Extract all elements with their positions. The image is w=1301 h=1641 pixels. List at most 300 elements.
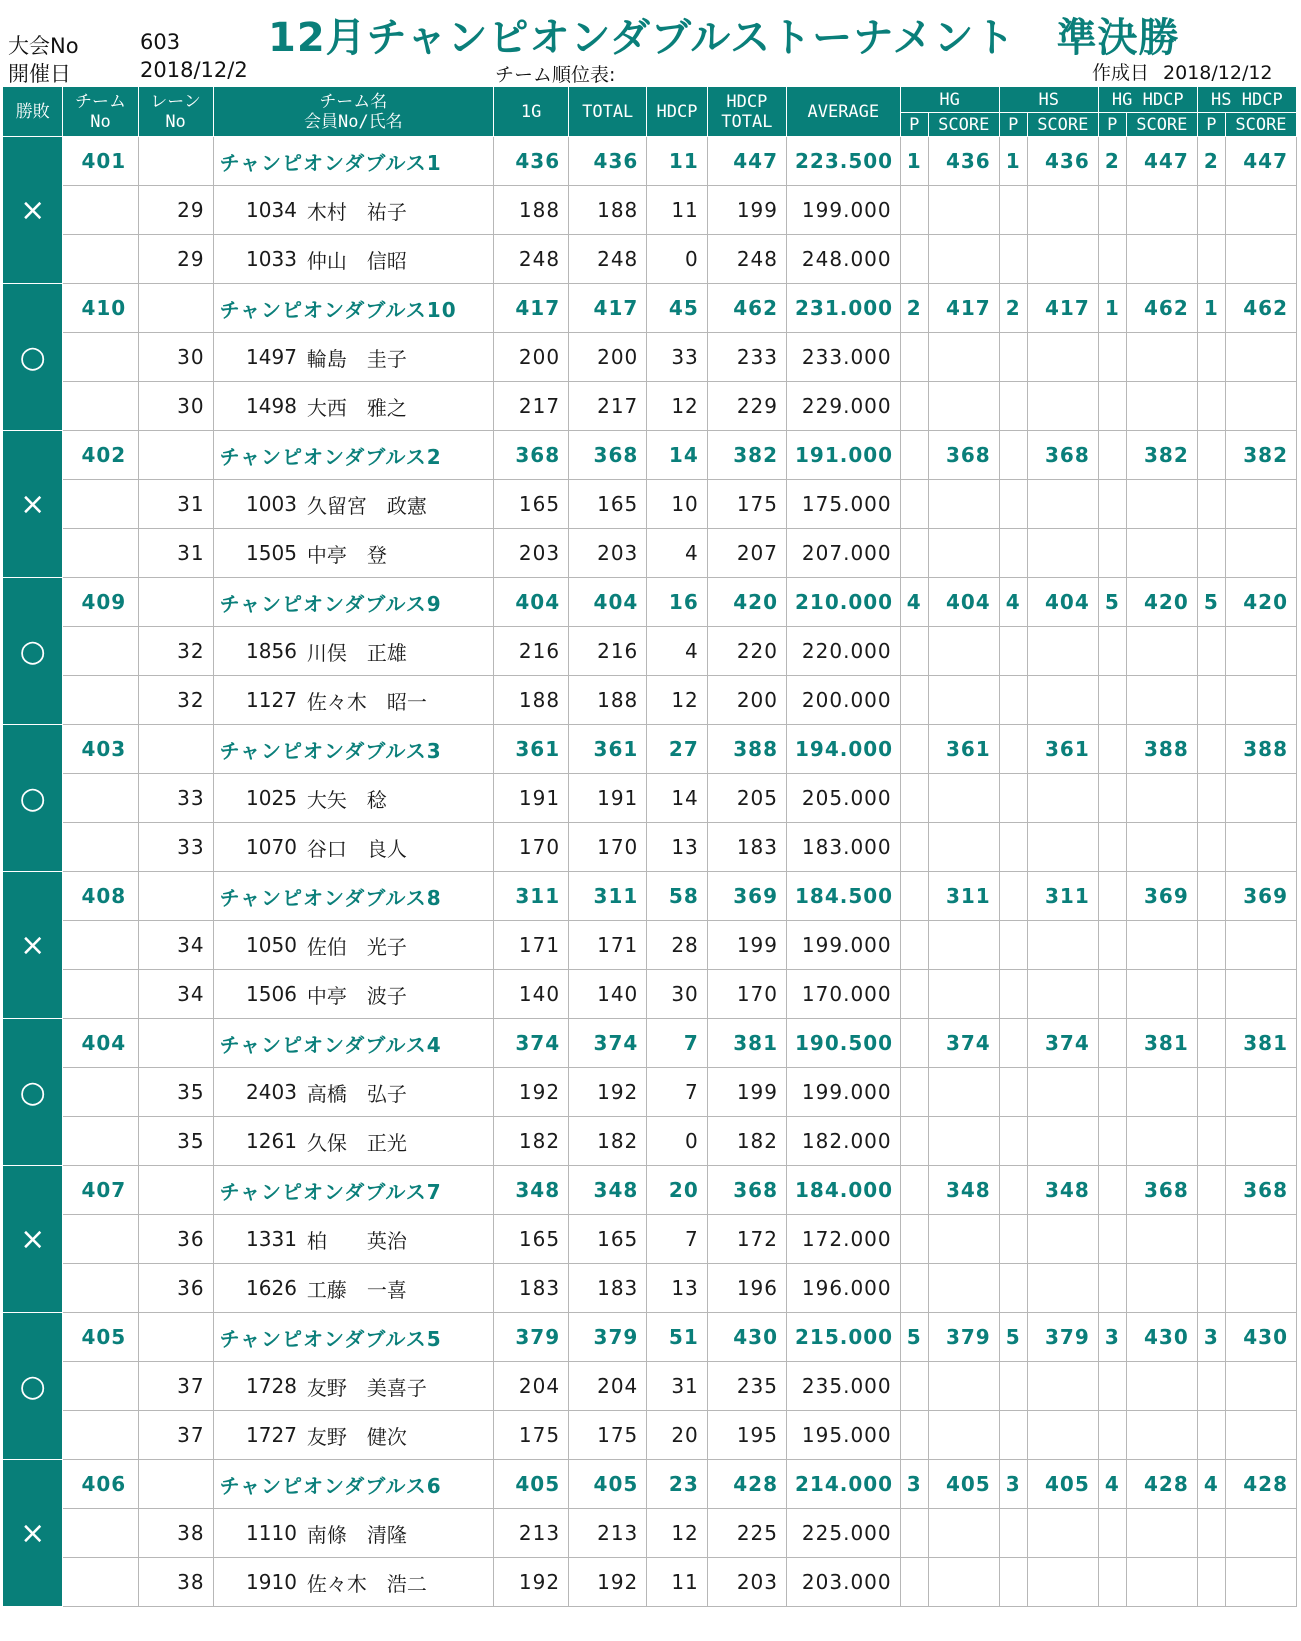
- member-1g: 171: [494, 921, 569, 970]
- empty-cell: [1197, 480, 1225, 529]
- team-no-empty: [63, 235, 138, 284]
- empty-cell: [999, 774, 1027, 823]
- hs-place: 5: [999, 1313, 1027, 1362]
- member-1g: 182: [494, 1117, 569, 1166]
- empty-cell: [1098, 480, 1126, 529]
- empty-cell: [999, 970, 1027, 1019]
- team-hdcp-total: 381: [707, 1019, 786, 1068]
- member-1g: 188: [494, 186, 569, 235]
- team-average: 184.000: [787, 1166, 901, 1215]
- lane-no: [138, 578, 213, 627]
- team-no: 408: [63, 872, 138, 921]
- empty-cell: [1126, 529, 1197, 578]
- member-no: 1728: [213, 1362, 307, 1411]
- hg-hdcp-score: 369: [1126, 872, 1197, 921]
- empty-cell: [1027, 627, 1098, 676]
- empty-cell: [1197, 333, 1225, 382]
- team-row: [3, 1166, 1297, 1215]
- member-name: 輪島 圭子: [307, 333, 494, 382]
- member-total: 170: [569, 823, 647, 872]
- result-mark: ○: [3, 1313, 63, 1460]
- empty-cell: [1098, 382, 1126, 431]
- hg-place: 3: [900, 1460, 928, 1509]
- col-hg-p: P: [900, 113, 928, 137]
- empty-cell: [1225, 333, 1296, 382]
- team-no-empty: [63, 333, 138, 382]
- col-hsh-score: SCORE: [1225, 113, 1296, 137]
- team-no-empty: [63, 970, 138, 1019]
- created-date-label: 作成日: [1092, 62, 1150, 84]
- col-hsh-p: P: [1197, 113, 1225, 137]
- hg-hdcp-place: [1098, 872, 1126, 921]
- empty-cell: [1027, 676, 1098, 725]
- member-hdcp: 7: [647, 1068, 707, 1117]
- empty-cell: [1197, 970, 1225, 1019]
- hs-score: 361: [1027, 725, 1098, 774]
- member-no: 1727: [213, 1411, 307, 1460]
- member-row: [3, 823, 1297, 872]
- empty-cell: [1027, 1411, 1098, 1460]
- member-name: 柏 英治: [307, 1215, 494, 1264]
- empty-cell: [1126, 627, 1197, 676]
- member-1g: 165: [494, 480, 569, 529]
- empty-cell: [1126, 1411, 1197, 1460]
- team-hdcp-total: 388: [707, 725, 786, 774]
- team-average: 190.500: [787, 1019, 901, 1068]
- hg-place: 5: [900, 1313, 928, 1362]
- member-row: [3, 1558, 1297, 1607]
- empty-cell: [1098, 235, 1126, 284]
- col-hgh-p: P: [1098, 113, 1126, 137]
- empty-cell: [999, 1215, 1027, 1264]
- member-hdcp-total: 225: [707, 1509, 786, 1558]
- hs-place: 3: [999, 1460, 1027, 1509]
- empty-cell: [1225, 1558, 1296, 1607]
- empty-cell: [900, 1068, 928, 1117]
- team-average: 184.500: [787, 872, 901, 921]
- team-total: 379: [569, 1313, 647, 1362]
- team-average: 223.500: [787, 137, 901, 186]
- hs-score: 404: [1027, 578, 1098, 627]
- empty-cell: [1098, 1215, 1126, 1264]
- col-lane-no: レーン No: [138, 87, 213, 137]
- empty-cell: [900, 1215, 928, 1264]
- member-no: 1261: [213, 1117, 307, 1166]
- member-name: 仲山 信昭: [307, 235, 494, 284]
- hs-hdcp-place: [1197, 431, 1225, 480]
- empty-cell: [1126, 186, 1197, 235]
- empty-cell: [1027, 1117, 1098, 1166]
- team-row: [3, 284, 1297, 333]
- empty-cell: [1098, 676, 1126, 725]
- member-average: 199.000: [787, 1068, 901, 1117]
- team-row: [3, 872, 1297, 921]
- member-hdcp: 14: [647, 774, 707, 823]
- empty-cell: [999, 1509, 1027, 1558]
- member-no: 1626: [213, 1264, 307, 1313]
- team-no-empty: [63, 529, 138, 578]
- empty-cell: [1126, 1068, 1197, 1117]
- hg-place: [900, 725, 928, 774]
- empty-cell: [1197, 627, 1225, 676]
- empty-cell: [1126, 1264, 1197, 1313]
- member-average: 248.000: [787, 235, 901, 284]
- empty-cell: [1027, 186, 1098, 235]
- empty-cell: [1098, 1362, 1126, 1411]
- empty-cell: [999, 1411, 1027, 1460]
- member-row: [3, 970, 1297, 1019]
- hg-hdcp-place: [1098, 1166, 1126, 1215]
- member-row: [3, 921, 1297, 970]
- member-name: 工藤 一喜: [307, 1264, 494, 1313]
- empty-cell: [1098, 1411, 1126, 1460]
- lane-no: [138, 284, 213, 333]
- member-name: 中亭 登: [307, 529, 494, 578]
- member-hdcp: 12: [647, 676, 707, 725]
- created-date-value: 2018/12/12: [1163, 62, 1273, 84]
- member-1g: 183: [494, 1264, 569, 1313]
- team-hdcp-total: 369: [707, 872, 786, 921]
- lane-no: [138, 1313, 213, 1362]
- hg-score: 436: [928, 137, 999, 186]
- member-hdcp-total: 229: [707, 382, 786, 431]
- result-mark: ×: [3, 137, 63, 284]
- member-total: 140: [569, 970, 647, 1019]
- member-1g: 203: [494, 529, 569, 578]
- member-row: [3, 480, 1297, 529]
- empty-cell: [928, 627, 999, 676]
- member-hdcp: 11: [647, 186, 707, 235]
- member-no: 1910: [213, 1558, 307, 1607]
- lane-no: 30: [138, 382, 213, 431]
- member-hdcp: 33: [647, 333, 707, 382]
- team-hdcp-total: 447: [707, 137, 786, 186]
- empty-cell: [1197, 1117, 1225, 1166]
- empty-cell: [900, 382, 928, 431]
- hs-hdcp-place: [1197, 1166, 1225, 1215]
- empty-cell: [900, 1264, 928, 1313]
- member-hdcp: 0: [647, 1117, 707, 1166]
- hg-place: [900, 431, 928, 480]
- member-hdcp-total: 199: [707, 186, 786, 235]
- member-no: 1127: [213, 676, 307, 725]
- empty-cell: [928, 529, 999, 578]
- table-body: [3, 137, 1297, 1607]
- empty-cell: [900, 921, 928, 970]
- empty-cell: [1197, 235, 1225, 284]
- empty-cell: [900, 1362, 928, 1411]
- hg-place: [900, 1166, 928, 1215]
- team-name: チャンピオンダブルス10: [213, 284, 493, 333]
- empty-cell: [928, 1215, 999, 1264]
- team-name: チャンピオンダブルス6: [213, 1460, 493, 1509]
- hs-hdcp-place: 2: [1197, 137, 1225, 186]
- empty-cell: [1098, 1264, 1126, 1313]
- member-1g: 200: [494, 333, 569, 382]
- empty-cell: [1027, 480, 1098, 529]
- result-mark: ○: [3, 578, 63, 725]
- hs-place: [999, 872, 1027, 921]
- member-average: 225.000: [787, 1509, 901, 1558]
- empty-cell: [928, 186, 999, 235]
- col-hs-hdcp: HS HDCP: [1197, 87, 1296, 113]
- member-hdcp: 0: [647, 235, 707, 284]
- empty-cell: [1225, 1068, 1296, 1117]
- empty-cell: [999, 382, 1027, 431]
- lane-no: 33: [138, 774, 213, 823]
- lane-no: 31: [138, 529, 213, 578]
- hs-hdcp-score: 420: [1225, 578, 1296, 627]
- hg-hdcp-score: 368: [1126, 1166, 1197, 1215]
- empty-cell: [928, 970, 999, 1019]
- empty-cell: [900, 1558, 928, 1607]
- team-row: [3, 1019, 1297, 1068]
- empty-cell: [999, 1264, 1027, 1313]
- lane-no: [138, 137, 213, 186]
- empty-cell: [928, 676, 999, 725]
- empty-cell: [1197, 186, 1225, 235]
- hg-score: 404: [928, 578, 999, 627]
- hs-hdcp-place: 4: [1197, 1460, 1225, 1509]
- team-no: 410: [63, 284, 138, 333]
- event-date-value: 2018/12/2: [140, 58, 248, 82]
- team-row: [3, 137, 1297, 186]
- empty-cell: [1027, 1558, 1098, 1607]
- empty-cell: [1197, 1264, 1225, 1313]
- member-row: [3, 1509, 1297, 1558]
- hg-score: 417: [928, 284, 999, 333]
- result-mark: ○: [3, 1019, 63, 1166]
- empty-cell: [928, 333, 999, 382]
- page-title: 12月チャンピオンダブルストーナメント 準決勝: [268, 15, 1180, 61]
- empty-cell: [1197, 1362, 1225, 1411]
- member-no: 1498: [213, 382, 307, 431]
- lane-no: 34: [138, 970, 213, 1019]
- empty-cell: [1027, 823, 1098, 872]
- hs-hdcp-score: 382: [1225, 431, 1296, 480]
- empty-cell: [1225, 970, 1296, 1019]
- member-average: 182.000: [787, 1117, 901, 1166]
- team-1g: 417: [494, 284, 569, 333]
- empty-cell: [900, 333, 928, 382]
- hs-score: 374: [1027, 1019, 1098, 1068]
- member-1g: 192: [494, 1558, 569, 1607]
- hs-hdcp-place: 1: [1197, 284, 1225, 333]
- member-name: 佐々木 昭一: [307, 676, 494, 725]
- team-name: チャンピオンダブルス5: [213, 1313, 493, 1362]
- empty-cell: [900, 970, 928, 1019]
- member-total: 165: [569, 1215, 647, 1264]
- member-row: [3, 333, 1297, 382]
- empty-cell: [1225, 774, 1296, 823]
- hg-hdcp-score: 462: [1126, 284, 1197, 333]
- team-1g: 361: [494, 725, 569, 774]
- lane-no: 38: [138, 1558, 213, 1607]
- empty-cell: [999, 676, 1027, 725]
- member-no: 1003: [213, 480, 307, 529]
- hs-score: 405: [1027, 1460, 1098, 1509]
- col-hs: HS: [999, 87, 1098, 113]
- team-no-empty: [63, 1411, 138, 1460]
- empty-cell: [999, 1362, 1027, 1411]
- team-no: 402: [63, 431, 138, 480]
- team-no-empty: [63, 823, 138, 872]
- empty-cell: [1197, 1215, 1225, 1264]
- team-average: 191.000: [787, 431, 901, 480]
- empty-cell: [928, 1558, 999, 1607]
- col-average: AVERAGE: [787, 87, 901, 137]
- member-hdcp: 4: [647, 529, 707, 578]
- member-total: 191: [569, 774, 647, 823]
- team-name: チャンピオンダブルス7: [213, 1166, 493, 1215]
- lane-no: 32: [138, 627, 213, 676]
- member-hdcp: 4: [647, 627, 707, 676]
- hs-hdcp-score: 447: [1225, 137, 1296, 186]
- empty-cell: [1197, 774, 1225, 823]
- lane-no: [138, 431, 213, 480]
- team-1g: 405: [494, 1460, 569, 1509]
- hg-hdcp-place: [1098, 725, 1126, 774]
- empty-cell: [1027, 1264, 1098, 1313]
- member-1g: 192: [494, 1068, 569, 1117]
- hg-hdcp-place: 4: [1098, 1460, 1126, 1509]
- empty-cell: [900, 235, 928, 284]
- lane-no: 35: [138, 1117, 213, 1166]
- member-hdcp-total: 196: [707, 1264, 786, 1313]
- member-total: 192: [569, 1068, 647, 1117]
- empty-cell: [1225, 480, 1296, 529]
- empty-cell: [999, 235, 1027, 284]
- member-total: 192: [569, 1558, 647, 1607]
- empty-cell: [1197, 1509, 1225, 1558]
- team-no: 405: [63, 1313, 138, 1362]
- member-1g: 213: [494, 1509, 569, 1558]
- hg-hdcp-place: 1: [1098, 284, 1126, 333]
- hs-place: [999, 431, 1027, 480]
- member-name: 川俣 正雄: [307, 627, 494, 676]
- team-no-empty: [63, 1509, 138, 1558]
- member-hdcp-total: 235: [707, 1362, 786, 1411]
- empty-cell: [900, 676, 928, 725]
- col-hdcp-total: HDCP TOTAL: [707, 87, 786, 137]
- team-name: チャンピオンダブルス9: [213, 578, 493, 627]
- hs-score: 417: [1027, 284, 1098, 333]
- member-no: 1110: [213, 1509, 307, 1558]
- empty-cell: [1098, 921, 1126, 970]
- hs-hdcp-score: 381: [1225, 1019, 1296, 1068]
- team-row: [3, 431, 1297, 480]
- team-no: 406: [63, 1460, 138, 1509]
- team-name: チャンピオンダブルス2: [213, 431, 493, 480]
- member-1g: 140: [494, 970, 569, 1019]
- member-hdcp-total: 233: [707, 333, 786, 382]
- empty-cell: [928, 1411, 999, 1460]
- tournament-no-label: 大会No: [8, 34, 79, 58]
- team-hdcp: 11: [647, 137, 707, 186]
- result-mark: ○: [3, 284, 63, 431]
- empty-cell: [1225, 186, 1296, 235]
- empty-cell: [1027, 1068, 1098, 1117]
- empty-cell: [1225, 921, 1296, 970]
- team-no-empty: [63, 627, 138, 676]
- member-hdcp: 30: [647, 970, 707, 1019]
- member-average: 199.000: [787, 921, 901, 970]
- team-total: 311: [569, 872, 647, 921]
- empty-cell: [1225, 627, 1296, 676]
- member-row: [3, 1362, 1297, 1411]
- empty-cell: [1197, 823, 1225, 872]
- empty-cell: [1225, 382, 1296, 431]
- empty-cell: [1027, 1509, 1098, 1558]
- team-name: チャンピオンダブルス8: [213, 872, 493, 921]
- team-1g: 311: [494, 872, 569, 921]
- member-average: 196.000: [787, 1264, 901, 1313]
- member-no: 1497: [213, 333, 307, 382]
- team-1g: 374: [494, 1019, 569, 1068]
- member-name: 友野 美喜子: [307, 1362, 494, 1411]
- hs-hdcp-score: 368: [1225, 1166, 1296, 1215]
- empty-cell: [1027, 382, 1098, 431]
- hg-score: 348: [928, 1166, 999, 1215]
- empty-cell: [1126, 235, 1197, 284]
- team-no-empty: [63, 1264, 138, 1313]
- member-row: [3, 186, 1297, 235]
- member-average: 207.000: [787, 529, 901, 578]
- member-1g: 165: [494, 1215, 569, 1264]
- member-name: 南條 清隆: [307, 1509, 494, 1558]
- member-1g: 170: [494, 823, 569, 872]
- member-average: 229.000: [787, 382, 901, 431]
- member-no: 1506: [213, 970, 307, 1019]
- member-total: 165: [569, 480, 647, 529]
- empty-cell: [1197, 382, 1225, 431]
- member-total: 200: [569, 333, 647, 382]
- empty-cell: [1098, 529, 1126, 578]
- lane-no: [138, 1166, 213, 1215]
- member-hdcp-total: 195: [707, 1411, 786, 1460]
- col-result: 勝敗: [3, 87, 63, 137]
- member-hdcp-total: 203: [707, 1558, 786, 1607]
- empty-cell: [1126, 382, 1197, 431]
- empty-cell: [999, 1558, 1027, 1607]
- empty-cell: [928, 823, 999, 872]
- member-no: 1034: [213, 186, 307, 235]
- member-hdcp: 13: [647, 823, 707, 872]
- member-average: 233.000: [787, 333, 901, 382]
- team-ranking-label: チーム順位表:: [495, 64, 616, 86]
- hg-hdcp-place: 5: [1098, 578, 1126, 627]
- empty-cell: [1098, 333, 1126, 382]
- empty-cell: [1098, 823, 1126, 872]
- hg-hdcp-score: 430: [1126, 1313, 1197, 1362]
- hs-score: 348: [1027, 1166, 1098, 1215]
- hg-hdcp-score: 382: [1126, 431, 1197, 480]
- team-hdcp-total: 382: [707, 431, 786, 480]
- hs-hdcp-place: [1197, 725, 1225, 774]
- hs-hdcp-score: 369: [1225, 872, 1296, 921]
- lane-no: 29: [138, 235, 213, 284]
- hg-hdcp-place: [1098, 431, 1126, 480]
- hg-score: 368: [928, 431, 999, 480]
- team-hdcp: 23: [647, 1460, 707, 1509]
- empty-cell: [1027, 970, 1098, 1019]
- empty-cell: [1098, 970, 1126, 1019]
- member-average: 235.000: [787, 1362, 901, 1411]
- hs-hdcp-score: 462: [1225, 284, 1296, 333]
- hg-hdcp-score: 420: [1126, 578, 1197, 627]
- lane-no: [138, 1460, 213, 1509]
- member-hdcp: 13: [647, 1264, 707, 1313]
